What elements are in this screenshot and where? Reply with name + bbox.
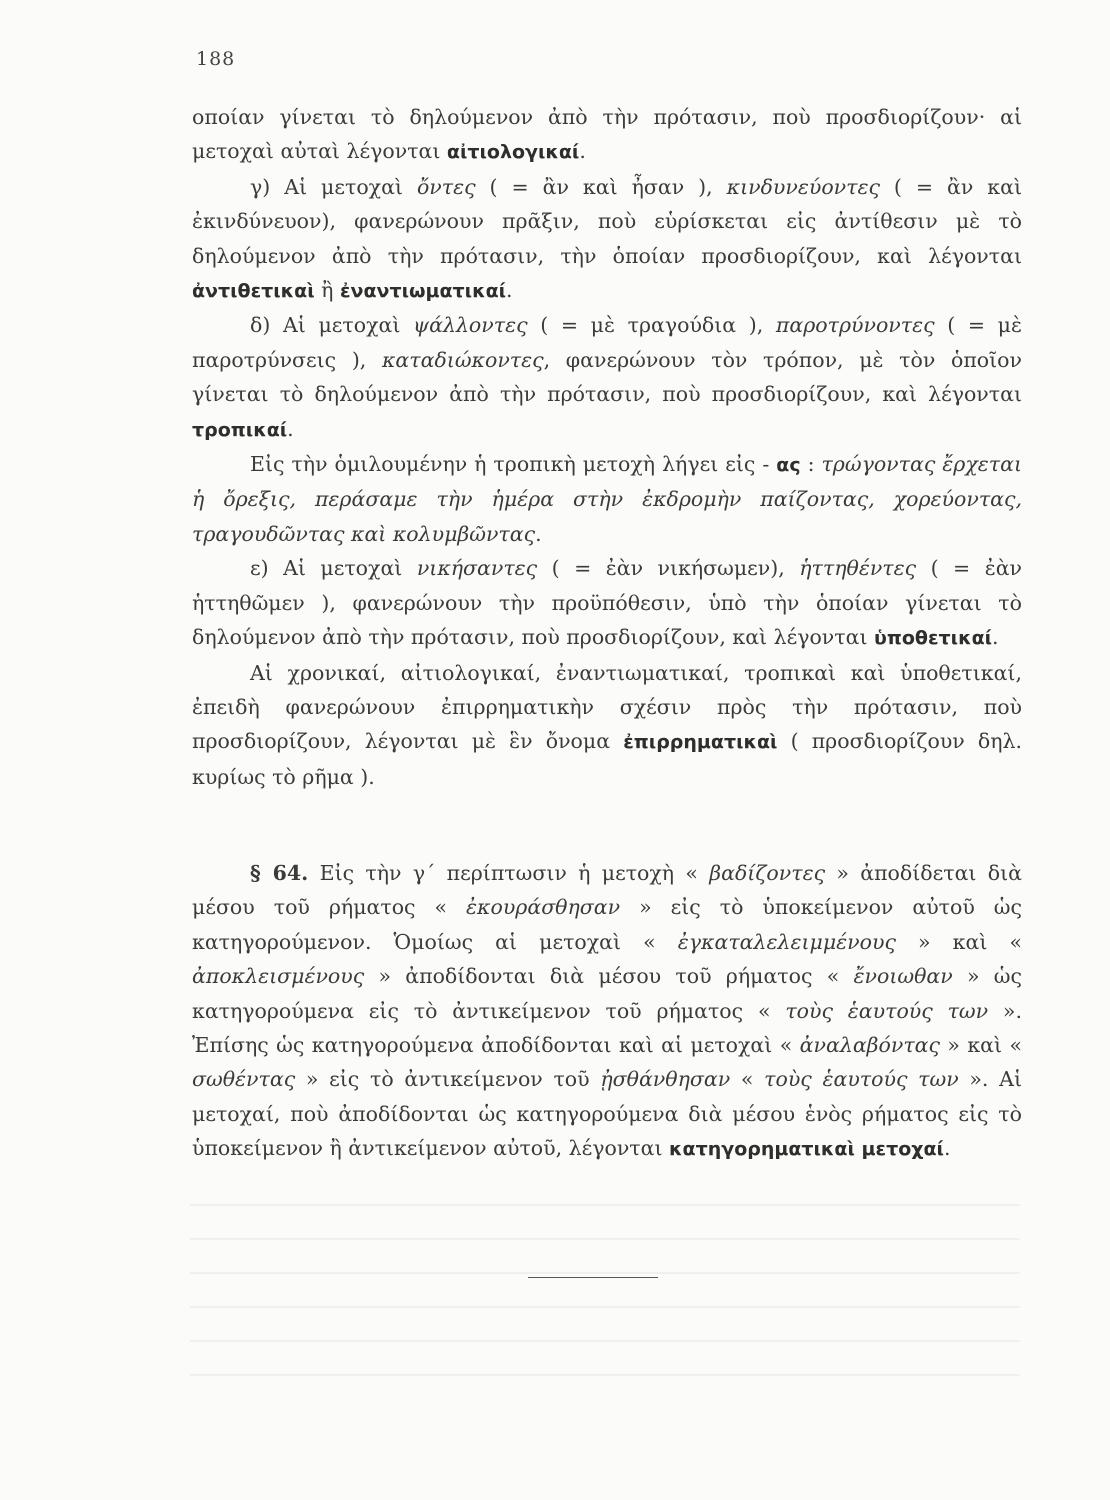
text-run: ( = ἂν καὶ ἐκινδύνευον), φανερώνουν πρᾶξιν, ποὺ εὑρίσκεται εἰς ἀντίθεσιν μὲ τὸ δηλούμενον ἀπὸ τὴν πρότασιν, τὴν ὁποίαν προσδιορίζουν, καὶ λέγονται (192, 174, 1023, 268)
term-antithetikai: ἀντιθετικαὶ (192, 280, 315, 303)
text-run: » καὶ « (895, 929, 1022, 954)
text-run: » ἀποδίδονται διὰ μέσου τοῦ ρήματος « (364, 964, 854, 989)
text-run: « (730, 1067, 765, 1092)
example-word: ᾐσθάνθησαν (600, 1067, 731, 1092)
text-run: Εἰς τὴν ὁμιλουμένην ἡ τροπικὴ μετοχὴ λήγει εἰς - (250, 452, 777, 477)
text-run: οποίαν γίνεται τὸ δηλούμενον ἀπὸ τὴν πρότασιν, ποὺ προσδιορίζουν· αἱ μετοχαὶ αὐταὶ λέγονται (192, 105, 1022, 164)
text-run: . (943, 1136, 951, 1161)
text-run: ( προσδιορίζουν δηλ. κυρίως τὸ ρῆμα ). (192, 729, 1023, 789)
example-word: καταδιώκοντες (381, 347, 544, 372)
term-katigorimatikai-metochai: κατηγορηματικαὶ μετοχαί (669, 1138, 944, 1161)
text-run: ». Αἱ μετοχαί, ποὺ ἀποδίδονται ὡς κατηγορούμενα διὰ μέσου ἑνὸς ρήματος εἰς τὸ ὑποκείμενον ἢ ἀντικείμενον αὐτοῦ, λέγονται (192, 1067, 1022, 1161)
text-run: ». Ἐπίσης ὡς κατηγορούμενα ἀποδίδονται καὶ αἱ μετοχαὶ « (192, 998, 1022, 1058)
text-run: , φανερώνουν τὸν τρόπον, μὲ τὸν ὁποῖον γίνεται τὸ δηλούμενον ἀπὸ τὴν πρότασιν, ποὺ προσδιορίζουν, καὶ λέγονται (192, 347, 1022, 407)
text-run: ( = ἐὰν ἡττηθῶμεν ), φανερώνουν τὴν προϋπόθεσιν, ὑπὸ τὴν ὁποίαν γίνεται τὸ δηλούμενον ἀπὸ τὴν πρότασιν, ποὺ προσδιορίζουν, καὶ λέγονται (192, 556, 1022, 650)
example-word: ἀποκλεισμένους (192, 964, 365, 989)
paragraph-delta-modal (192, 308, 1022, 447)
section-number: § 64. (250, 861, 309, 885)
example-word: βαδίζοντες (709, 861, 826, 885)
example-word: ἀναλαβόντας (799, 1033, 940, 1058)
text-run: Αἱ χρονικαί, αἰτιολογικαί, ἐναντιωματικαί, τροπικαὶ καὶ ὑποθετικαί, ἐπειδὴ φανερώνουν ἐπιρρηματικὴν σχέσιν πρὸς τὴν πρότασιν, ποὺ προσδιορίζουν, λέγονται μὲ ἓν ὄνομα (192, 660, 1022, 754)
text-run: Εἰς τὴν γ΄ περίπτωσιν ἡ μετοχὴ « (308, 861, 710, 885)
term-ypothetikai: ὑποθετικαί (874, 627, 993, 650)
term-tropikai: τροπικαί (192, 418, 288, 441)
text-run: ε) Αἱ μετοχαὶ (250, 556, 417, 581)
term-enantiomatikai: ἐναντιωματικαί (339, 280, 507, 303)
text-run: ( = μὲ παροτρύνσεις ), (192, 313, 1022, 372)
term-aitiologikai: αἰτιολογικαί (446, 141, 580, 164)
example-word: τοὺς ἑαυτούς των (785, 998, 989, 1023)
section-64-block (192, 856, 1022, 1167)
page-number: 188 (196, 48, 236, 70)
paragraph-adverbial-summary (192, 656, 1022, 795)
text-run: » εἰς τὸ ὑποκείμενον αὐτοῦ ὡς κατηγορούμενον. Ὁμοίως αἱ μετοχαὶ « (192, 895, 1022, 954)
text-run: ( = ἂν καὶ ἦσαν ), (475, 174, 727, 199)
text-run: » ὡς κατηγορούμενα εἰς τὸ ἀντικείμενον τοῦ ρήματος « (192, 964, 1022, 1023)
text-run: ( = μὲ τραγούδια ), (527, 313, 776, 338)
text-run: γ) Αἱ μετοχαὶ (250, 174, 417, 199)
text-run: » ἀποδίδεται διὰ μέσου τοῦ ρήματος « (192, 861, 1022, 920)
text-run: ἢ (314, 278, 340, 303)
suffix-as: ας (776, 454, 801, 477)
text-run: » εἰς τὸ ἀντικείμενον τοῦ (295, 1067, 601, 1092)
text-run: . (287, 416, 294, 441)
paragraph-causal-continuation (192, 100, 1022, 170)
example-word: ἐγκαταλελειμμένους (677, 929, 896, 954)
text-run: . (535, 521, 542, 546)
example-word: ἔνοιωθαν (853, 964, 953, 989)
paragraph-epsilon-conditional (192, 551, 1022, 655)
example-word: παροτρύνοντες (775, 313, 935, 338)
example-word: νικήσαντες (416, 556, 538, 581)
text-run: : (800, 452, 822, 477)
paragraph-section-64 (192, 856, 1022, 1167)
text-run: . (992, 625, 999, 650)
example-word: ψάλλοντες (413, 313, 528, 338)
footer-rule (528, 1277, 658, 1278)
term-epirrimatikai: ἐπιρρηματικαὶ (623, 731, 778, 754)
example-word: ἐκουράσθησαν (466, 895, 621, 920)
example-word: ὄντες (416, 174, 476, 199)
text-run: δ) Αἱ μετοχαὶ (250, 313, 414, 338)
paragraph-spoken-language (192, 447, 1022, 551)
example-sentence: τρώγοντας ἔρχεται ἡ ὄρεξις, περάσαμε τὴν ἡμέρα στὴν ἐκδρομὴν παίζοντας, χορεύοντας, τραγουδῶντας καὶ κολυμβῶντας (192, 452, 1022, 546)
text-run: ( = ἐὰν νικήσωμεν), (537, 556, 800, 581)
example-word: κινδυνεύοντες (726, 174, 880, 199)
example-word: τοὺς ἑαυτούς των (764, 1067, 959, 1092)
text-run: » καὶ « (939, 1033, 1022, 1058)
bleed-through-texture (190, 1180, 1020, 1380)
example-word: ἡττηθέντες (799, 556, 917, 581)
main-text-block (192, 100, 1022, 794)
paragraph-gamma-concessive (192, 170, 1022, 309)
example-word: σωθέντας (192, 1067, 296, 1092)
text-run: . (579, 139, 586, 164)
text-run: . (506, 278, 513, 303)
